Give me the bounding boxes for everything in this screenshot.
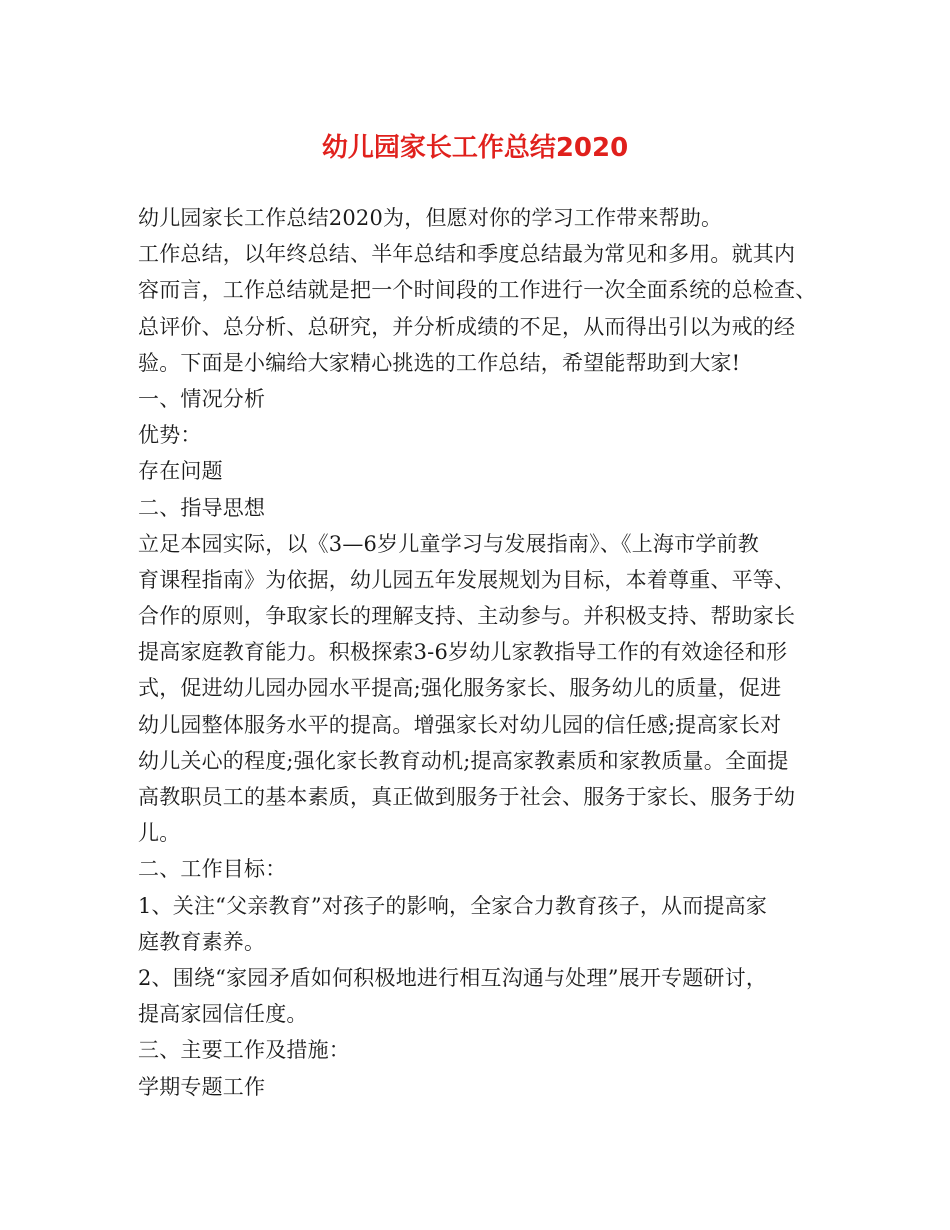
body-line: 提高家庭教育能力。积极探索3-6岁幼儿家教指导工作的有效途径和形 <box>138 640 788 665</box>
body-line: 式，促进幼儿园办园水平提高;强化服务家长、服务幼儿的质量，促进 <box>138 676 782 701</box>
section-heading: 二、指导思想 <box>138 495 266 520</box>
body-line: 儿。 <box>138 821 181 846</box>
body-line: 合作的原则，争取家长的理解支持、主动参与。并积极支持、帮助家长 <box>138 604 796 629</box>
body-line: 2、围绕“家园矛盾如何积极地进行相互沟通与处理”展开专题研讨， <box>138 965 768 990</box>
body-line: 幼儿关心的程度;强化家长教育动机;提高家教素质和家教质量。全面提 <box>138 748 789 773</box>
document-title: 幼儿园家长工作总结2020 <box>321 133 629 163</box>
body-line: 存在问题 <box>138 459 223 484</box>
body-line: 工作总结，以年终总结、半年总结和季度总结最为常见和多用。就其内 <box>138 242 796 267</box>
section-heading: 二、工作目标： <box>138 857 287 882</box>
body-line: 1、关注“父亲教育”对孩子的影响，全家合力教育孩子，从而提高家 <box>138 893 768 918</box>
document-body <box>138 200 818 1105</box>
body-line: 育课程指南》为依据，幼儿园五年发展规划为目标，本着尊重、平等、 <box>138 567 796 592</box>
body-line: 庭教育素养。 <box>138 929 266 954</box>
body-line: 幼儿园整体服务水平的提高。增强家长对幼儿园的信任感;提高家长对 <box>138 712 782 737</box>
body-line: 幼儿园家长工作总结2020为，但愿对你的学习工作带来帮助。 <box>138 206 723 230</box>
body-line: 学期专题工作 <box>138 1074 266 1099</box>
section-heading: 一、情况分析 <box>138 386 266 411</box>
body-line: 容而言，工作总结就是把一个时间段的工作进行一次全面系统的总检查、 <box>138 278 817 303</box>
body-line: 总评价、总分析、总研究，并分析成绩的不足，从而得出引以为戒的经 <box>138 314 796 339</box>
body-line: 优势： <box>138 423 202 448</box>
section-heading: 三、主要工作及措施： <box>138 1038 350 1063</box>
body-line: 高教职员工的基本素质，真正做到服务于社会、服务于家长、服务于幼 <box>138 785 796 809</box>
body-line: 立足本园实际，以《3—6岁儿童学习与发展指南》、《上海市学前教 <box>138 531 759 556</box>
body-line: 验。下面是小编给大家精心挑选的工作总结，希望能帮助到大家! <box>138 350 741 375</box>
body-line: 提高家园信任度。 <box>138 1002 308 1027</box>
